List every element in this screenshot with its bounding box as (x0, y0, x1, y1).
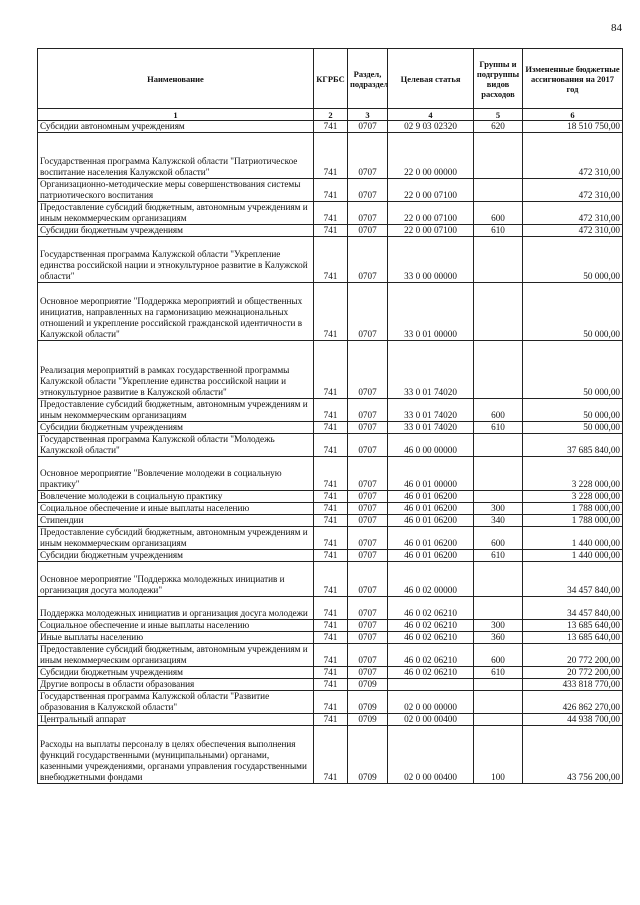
table-row (38, 714, 623, 726)
row-expense-group: 600 (474, 644, 523, 667)
row-section: 0707 (348, 527, 388, 550)
table-row (38, 597, 623, 620)
row-name: Государственная программа Калужской области "Патриотическое воспитание населения Калужской области" (38, 133, 314, 179)
row-section: 0707 (348, 225, 388, 237)
table-row (38, 515, 623, 527)
row-expense-group (474, 691, 523, 714)
row-target: 46 0 00 00000 (388, 434, 474, 457)
row-amount: 472 310,00 (523, 133, 623, 179)
row-kgrbs: 741 (314, 515, 348, 527)
row-expense-group (474, 179, 523, 202)
table-row (38, 237, 623, 283)
row-name: Государственная программа Калужской области "Молодежь Калужской области" (38, 434, 314, 457)
row-name: Основное мероприятие "Поддержка молодежных инициатив и организация досуга молодежи" (38, 562, 314, 597)
header-amount: Измененные бюджетные ассигнования на 2017 год (523, 49, 623, 109)
column-number: 3 (348, 109, 388, 121)
row-section: 0709 (348, 714, 388, 726)
table-body (38, 121, 623, 784)
row-expense-group: 600 (474, 527, 523, 550)
row-expense-group: 360 (474, 632, 523, 644)
table-row (38, 679, 623, 691)
row-target: 46 0 01 06200 (388, 503, 474, 515)
row-expense-group: 340 (474, 515, 523, 527)
page-number: 84 (611, 22, 622, 34)
row-kgrbs: 741 (314, 225, 348, 237)
row-expense-group (474, 133, 523, 179)
table-row (38, 491, 623, 503)
row-name: Вовлечение молодежи в социальную практику (38, 491, 314, 503)
row-kgrbs: 741 (314, 620, 348, 632)
table-row (38, 422, 623, 434)
row-amount: 50 000,00 (523, 422, 623, 434)
row-section: 0707 (348, 399, 388, 422)
row-section: 0707 (348, 597, 388, 620)
row-section: 0707 (348, 341, 388, 399)
row-amount: 1 788 000,00 (523, 515, 623, 527)
row-name: Социальное обеспечение и иные выплаты населению (38, 620, 314, 632)
table-row (38, 691, 623, 714)
row-amount: 18 510 750,00 (523, 121, 623, 133)
row-target (388, 679, 474, 691)
row-kgrbs: 741 (314, 179, 348, 202)
row-expense-group (474, 283, 523, 341)
table-row (38, 341, 623, 399)
row-expense-group: 610 (474, 225, 523, 237)
table-row (38, 632, 623, 644)
row-kgrbs: 741 (314, 283, 348, 341)
row-expense-group (474, 714, 523, 726)
row-target: 46 0 02 06210 (388, 597, 474, 620)
row-amount: 1 440 000,00 (523, 527, 623, 550)
table-row (38, 457, 623, 491)
row-kgrbs: 741 (314, 503, 348, 515)
row-kgrbs: 741 (314, 341, 348, 399)
row-name: Предоставление субсидий бюджетным, автономным учреждениям и иным некоммерческим организациям (38, 202, 314, 225)
header-expense-group: Группы и подгруппы видов расходов (474, 49, 523, 109)
row-section: 0707 (348, 133, 388, 179)
row-name: Предоставление субсидий бюджетным, автономным учреждениям и иным некоммерческим организациям (38, 399, 314, 422)
row-name: Центральный аппарат (38, 714, 314, 726)
row-kgrbs: 741 (314, 434, 348, 457)
row-amount: 3 228 000,00 (523, 491, 623, 503)
row-name: Основное мероприятие "Поддержка мероприятий и общественных инициатив, направленных на гармонизацию межнациональных отношений и укрепление российской гражданской идентичности в Калужской области" (38, 283, 314, 341)
row-amount: 472 310,00 (523, 202, 623, 225)
row-amount: 50 000,00 (523, 237, 623, 283)
row-kgrbs: 741 (314, 457, 348, 491)
column-number: 5 (474, 109, 523, 121)
row-amount: 43 756 200,00 (523, 726, 623, 784)
row-kgrbs: 741 (314, 667, 348, 679)
row-expense-group: 600 (474, 202, 523, 225)
row-kgrbs: 741 (314, 691, 348, 714)
row-section: 0707 (348, 202, 388, 225)
row-target: 33 0 00 00000 (388, 237, 474, 283)
row-name: Стипендии (38, 515, 314, 527)
row-expense-group (474, 457, 523, 491)
row-section: 0709 (348, 679, 388, 691)
table-row (38, 399, 623, 422)
row-kgrbs: 741 (314, 399, 348, 422)
row-amount: 1 440 000,00 (523, 550, 623, 562)
table-row (38, 527, 623, 550)
row-kgrbs: 741 (314, 550, 348, 562)
row-section: 0707 (348, 237, 388, 283)
table-row (38, 225, 623, 237)
row-amount: 50 000,00 (523, 341, 623, 399)
table-row (38, 503, 623, 515)
column-number: 2 (314, 109, 348, 121)
row-kgrbs: 741 (314, 562, 348, 597)
row-expense-group (474, 237, 523, 283)
row-section: 0707 (348, 434, 388, 457)
row-name: Основное мероприятие "Вовлечение молодежи в социальную практику" (38, 457, 314, 491)
row-expense-group: 300 (474, 503, 523, 515)
header-section: Раздел, подраздел (348, 49, 388, 109)
row-kgrbs: 741 (314, 726, 348, 784)
row-target: 46 0 01 06200 (388, 515, 474, 527)
table-row (38, 283, 623, 341)
row-target: 02 0 00 00000 (388, 691, 474, 714)
header-target: Целевая статья (388, 49, 474, 109)
row-target: 33 0 01 74020 (388, 422, 474, 434)
row-section: 0707 (348, 491, 388, 503)
row-target: 33 0 01 00000 (388, 283, 474, 341)
row-amount: 20 772 200,00 (523, 667, 623, 679)
row-amount: 44 938 700,00 (523, 714, 623, 726)
row-section: 0707 (348, 550, 388, 562)
row-amount: 426 862 270,00 (523, 691, 623, 714)
row-target: 46 0 02 06210 (388, 667, 474, 679)
row-kgrbs: 741 (314, 202, 348, 225)
table-row (38, 434, 623, 457)
row-amount: 34 457 840,00 (523, 562, 623, 597)
row-name: Субсидии бюджетным учреждениям (38, 667, 314, 679)
row-target: 46 0 02 00000 (388, 562, 474, 597)
row-expense-group: 600 (474, 399, 523, 422)
row-target: 02 0 00 00400 (388, 726, 474, 784)
row-target: 22 0 00 07100 (388, 225, 474, 237)
row-amount: 37 685 840,00 (523, 434, 623, 457)
row-section: 0707 (348, 457, 388, 491)
table-row (38, 644, 623, 667)
table-row (38, 550, 623, 562)
row-target: 46 0 02 06210 (388, 644, 474, 667)
row-kgrbs: 741 (314, 644, 348, 667)
row-kgrbs: 741 (314, 121, 348, 133)
row-amount: 1 788 000,00 (523, 503, 623, 515)
row-kgrbs: 741 (314, 237, 348, 283)
table-row (38, 179, 623, 202)
row-name: Субсидии автономным учреждениям (38, 121, 314, 133)
column-number: 6 (523, 109, 623, 121)
row-kgrbs: 741 (314, 491, 348, 503)
column-number: 1 (38, 109, 314, 121)
row-target: 33 0 01 74020 (388, 341, 474, 399)
row-kgrbs: 741 (314, 597, 348, 620)
row-target: 22 0 00 00000 (388, 133, 474, 179)
budget-table (37, 48, 623, 784)
row-section: 0707 (348, 515, 388, 527)
row-expense-group: 610 (474, 550, 523, 562)
row-target: 33 0 01 74020 (388, 399, 474, 422)
row-section: 0709 (348, 691, 388, 714)
row-name: Поддержка молодежных инициатив и организация досуга молодежи (38, 597, 314, 620)
row-section: 0709 (348, 726, 388, 784)
row-expense-group: 610 (474, 422, 523, 434)
row-amount: 34 457 840,00 (523, 597, 623, 620)
row-target: 46 0 01 00000 (388, 457, 474, 491)
row-section: 0707 (348, 632, 388, 644)
row-name: Иные выплаты населению (38, 632, 314, 644)
row-expense-group (474, 679, 523, 691)
row-section: 0707 (348, 121, 388, 133)
row-target: 46 0 02 06210 (388, 620, 474, 632)
row-expense-group (474, 341, 523, 399)
row-name: Субсидии бюджетным учреждениям (38, 225, 314, 237)
header-kgrbs: КГРБС (314, 49, 348, 109)
row-kgrbs: 741 (314, 714, 348, 726)
row-name: Субсидии бюджетным учреждениям (38, 422, 314, 434)
row-target: 46 0 01 06200 (388, 491, 474, 503)
row-kgrbs: 741 (314, 679, 348, 691)
row-name: Реализация мероприятий в рамках государственной программы Калужской области "Укрепление единства российской нации и этнокультурное развитие в Калужской области" (38, 341, 314, 399)
row-target: 02 0 00 00400 (388, 714, 474, 726)
row-name: Другие вопросы в области образования (38, 679, 314, 691)
row-section: 0707 (348, 644, 388, 667)
row-expense-group (474, 562, 523, 597)
row-expense-group: 610 (474, 667, 523, 679)
row-expense-group (474, 491, 523, 503)
row-name: Организационно-методические меры совершенствования системы патриотического воспитания (38, 179, 314, 202)
column-number: 4 (388, 109, 474, 121)
row-amount: 472 310,00 (523, 225, 623, 237)
row-section: 0707 (348, 422, 388, 434)
row-name: Субсидии бюджетным учреждениям (38, 550, 314, 562)
row-section: 0707 (348, 562, 388, 597)
row-section: 0707 (348, 179, 388, 202)
row-target: 22 0 00 07100 (388, 202, 474, 225)
row-amount: 472 310,00 (523, 179, 623, 202)
row-section: 0707 (348, 503, 388, 515)
row-expense-group: 620 (474, 121, 523, 133)
row-amount: 13 685 640,00 (523, 620, 623, 632)
table-row (38, 726, 623, 784)
row-expense-group (474, 597, 523, 620)
row-kgrbs: 741 (314, 527, 348, 550)
row-target: 22 0 00 07100 (388, 179, 474, 202)
table-row (38, 133, 623, 179)
row-name: Государственная программа Калужской области "Укрепление единства российской нации и этнокультурное развитие в Калужской области" (38, 237, 314, 283)
row-target: 46 0 01 06200 (388, 527, 474, 550)
row-name: Предоставление субсидий бюджетным, автономным учреждениям и иным некоммерческим организациям (38, 527, 314, 550)
row-section: 0707 (348, 620, 388, 632)
table-row (38, 202, 623, 225)
table-row (38, 562, 623, 597)
row-amount: 50 000,00 (523, 399, 623, 422)
row-expense-group: 300 (474, 620, 523, 632)
row-target: 46 0 02 06210 (388, 632, 474, 644)
row-kgrbs: 741 (314, 632, 348, 644)
row-amount: 20 772 200,00 (523, 644, 623, 667)
row-kgrbs: 741 (314, 422, 348, 434)
row-section: 0707 (348, 667, 388, 679)
row-name: Предоставление субсидий бюджетным, автономным учреждениям и иным некоммерческим организациям (38, 644, 314, 667)
row-kgrbs: 741 (314, 133, 348, 179)
row-name: Социальное обеспечение и иные выплаты населению (38, 503, 314, 515)
row-amount: 13 685 640,00 (523, 632, 623, 644)
row-name: Расходы на выплаты персоналу в целях обеспечения выполнения функций государственными (муниципальными) органами, казенными учреждениями, органами управления государственными внебюджетными фондами (38, 726, 314, 784)
row-name: Государственная программа Калужской области "Развитие образования в Калужской области" (38, 691, 314, 714)
table-row (38, 121, 623, 133)
row-amount: 433 818 770,00 (523, 679, 623, 691)
row-target: 02 9 03 02320 (388, 121, 474, 133)
row-section: 0707 (348, 283, 388, 341)
table-row (38, 620, 623, 632)
table-row (38, 667, 623, 679)
row-amount: 50 000,00 (523, 283, 623, 341)
row-amount: 3 228 000,00 (523, 457, 623, 491)
row-target: 46 0 01 06200 (388, 550, 474, 562)
row-expense-group: 100 (474, 726, 523, 784)
header-name: Наименование (38, 49, 314, 109)
row-expense-group (474, 434, 523, 457)
